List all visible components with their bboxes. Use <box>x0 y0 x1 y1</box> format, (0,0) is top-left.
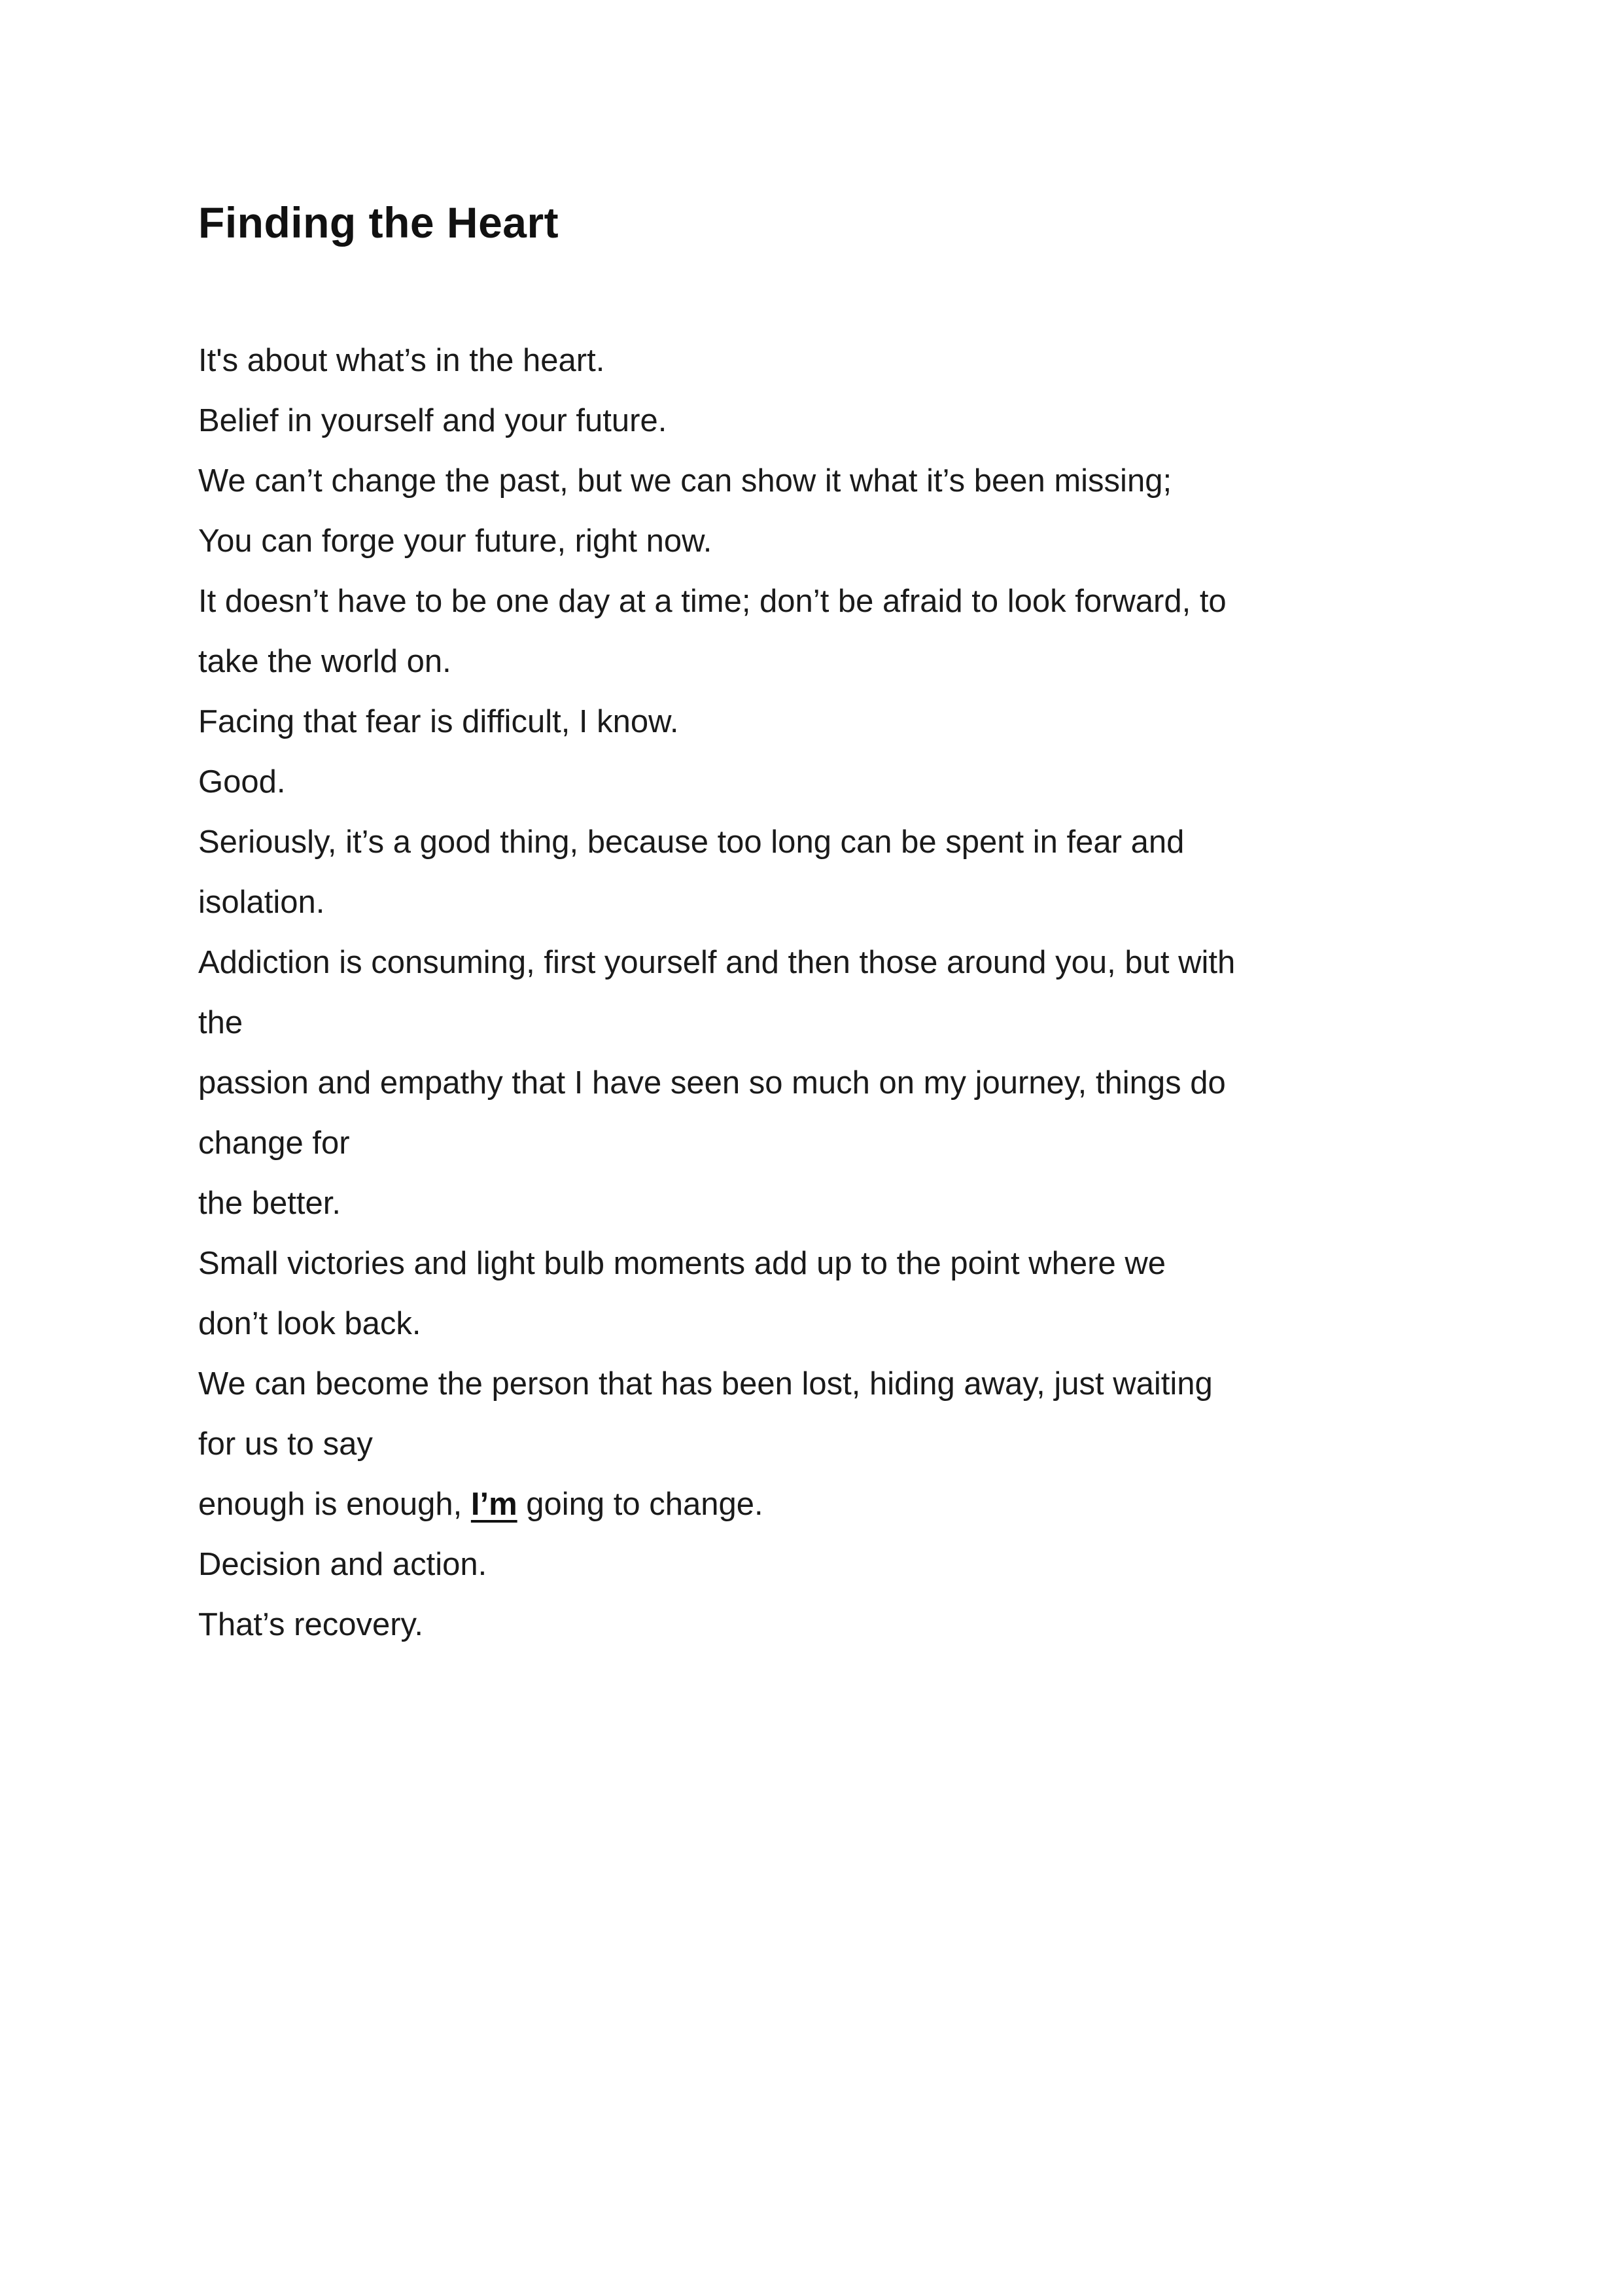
body-line: We can’t change the past, but we can show it what it’s been missing; <box>198 463 1172 499</box>
body-line: It doesn’t have to be one day at a time; don’t be afraid to look forward, to <box>198 584 1227 619</box>
body-line: Belief in yourself and your future. <box>198 403 667 438</box>
emphasis-line-after: going to change. <box>517 1487 763 1522</box>
body-line: Small victories and light bulb moments add up to the point where we <box>198 1246 1166 1281</box>
document-body <box>198 330 1441 1655</box>
emphasis-line <box>198 1474 1441 1534</box>
closing-line: That’s recovery. <box>198 1607 424 1642</box>
body-line: for us to say <box>198 1426 373 1462</box>
emphasized-word: I’m <box>470 1487 517 1522</box>
body-line: We can become the person that has been lost, hiding away, just waiting <box>198 1366 1213 1402</box>
document-title: Finding the Heart <box>198 198 559 247</box>
body-line: the better. <box>198 1186 341 1221</box>
body-line: take the world on. <box>198 644 451 679</box>
emphasis-line-before: enough is enough, <box>198 1487 471 1522</box>
body-line: Seriously, it’s a good thing, because too long can be spent in fear and <box>198 824 1185 860</box>
body-line: You can forge your future, right now. <box>198 523 712 559</box>
body-line: It's about what’s in the heart. <box>198 343 605 378</box>
body-line: change for <box>198 1125 350 1161</box>
body-line: Facing that fear is difficult, I know. <box>198 704 679 739</box>
body-line: the <box>198 1005 243 1040</box>
body-line: Addiction is consuming, first yourself and then those around you, but with <box>198 945 1236 980</box>
body-line: Good. <box>198 764 286 800</box>
closing-line: Decision and action. <box>198 1547 487 1582</box>
body-line: don’t look back. <box>198 1306 421 1341</box>
body-line: passion and empathy that I have seen so much on my journey, things do <box>198 1065 1226 1101</box>
body-line: isolation. <box>198 885 325 920</box>
